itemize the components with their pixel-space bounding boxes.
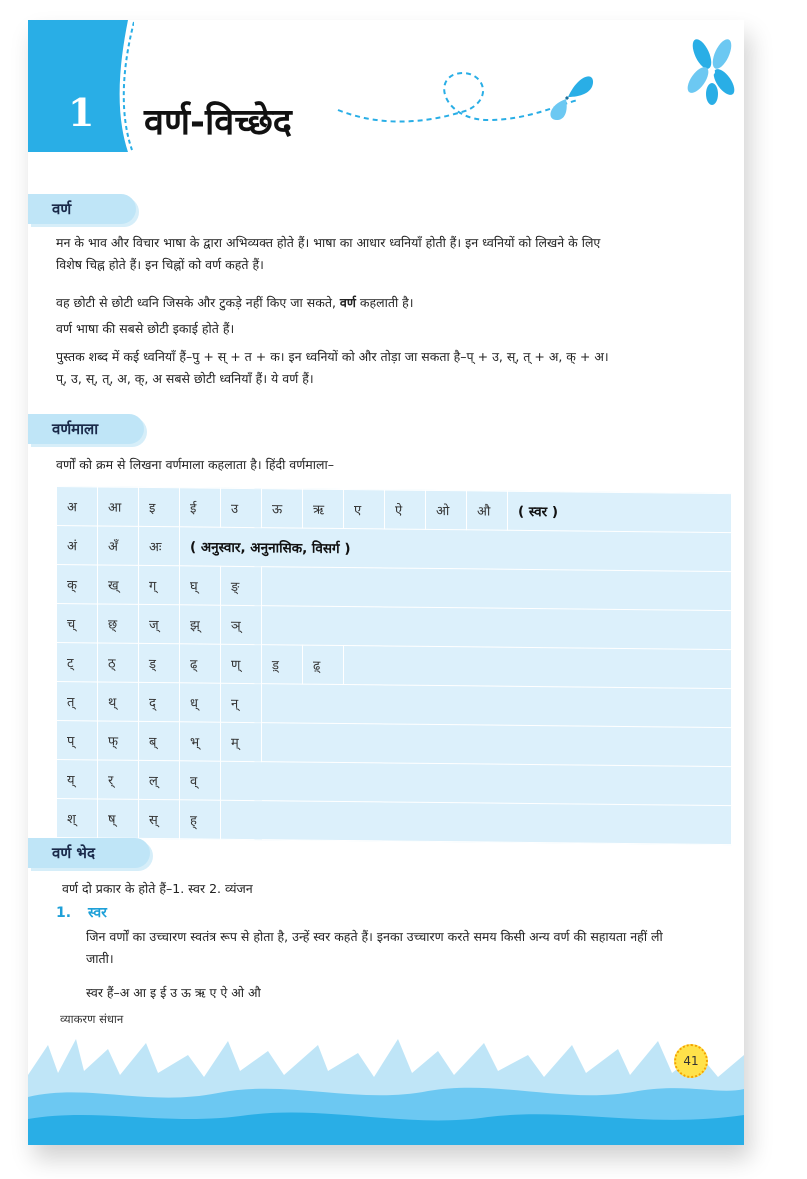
varnmala-cell: ङ् bbox=[221, 566, 262, 605]
text-line: विशेष चिह्न होते हैं। इन चिह्नों को वर्ण कहते हैं। bbox=[56, 257, 264, 272]
varnmala-cell: आ bbox=[98, 487, 139, 526]
varnmala-cell: ख् bbox=[98, 565, 139, 604]
varnmala-cell: क् bbox=[57, 565, 98, 604]
varnmala-row-note bbox=[344, 646, 732, 689]
section-heading-varn bbox=[28, 194, 136, 224]
varnmala-row-note: ( स्वर ) bbox=[508, 491, 732, 532]
text-span: कहलाती है। bbox=[355, 295, 414, 310]
varnmala-cell: ड् bbox=[139, 643, 180, 682]
bold-term: वर्ण bbox=[339, 295, 356, 310]
paragraph-swar-definition bbox=[86, 926, 736, 970]
varnmala-cell: छ् bbox=[98, 604, 139, 643]
varnmala-cell: औ bbox=[467, 491, 508, 530]
varnmala-cell: र् bbox=[98, 760, 139, 799]
paragraph-varn-example bbox=[56, 346, 736, 390]
varnmala-row-note bbox=[221, 761, 732, 805]
page-number-badge: 41 bbox=[674, 1044, 708, 1078]
varnmala-cell: ष् bbox=[98, 799, 139, 838]
butterfly-icon bbox=[538, 65, 598, 125]
varnmala-cell: ग् bbox=[139, 565, 180, 604]
varnmala-cell: य् bbox=[57, 760, 98, 799]
varnmala-cell: ध् bbox=[180, 683, 221, 722]
paragraph-varn-smallest bbox=[56, 292, 736, 314]
chapter-title: वर्ण-विच्छेद bbox=[144, 102, 292, 143]
footer-book-title: व्याकरण संधान bbox=[60, 1012, 124, 1026]
varnmala-cell: प् bbox=[57, 721, 98, 760]
varnmala-cell: ढ् bbox=[180, 644, 221, 683]
section-heading-varnmala bbox=[28, 414, 144, 444]
varnmala-cell: थ् bbox=[98, 682, 139, 721]
varnmala-cell: ई bbox=[180, 488, 221, 527]
varnmala-cell: त् bbox=[57, 682, 98, 721]
varnmala-row-note bbox=[262, 567, 732, 611]
varnmala-cell: ट् bbox=[57, 643, 98, 682]
subheading-title: स्वर bbox=[87, 905, 107, 921]
paragraph-swar-list: स्वर हैं–अ आ इ ई उ ऊ ऋ ए ऐ ओ औ bbox=[86, 985, 261, 1000]
varnmala-cell: ण् bbox=[221, 644, 262, 683]
varnmala-cell: ओ bbox=[426, 490, 467, 529]
varnmala-cell: उ bbox=[221, 488, 262, 527]
varnmala-cell: अँ bbox=[98, 526, 139, 565]
varnmala-cell: ए bbox=[344, 490, 385, 529]
subheading-number: 1. bbox=[56, 905, 72, 921]
paragraph-varn-bhed-intro: वर्ण दो प्रकार के होते हैं–1. स्वर 2. व्यंजन bbox=[62, 881, 253, 896]
varnmala-cell: ञ् bbox=[221, 605, 262, 644]
section-heading-text: वर्णमाला bbox=[52, 420, 99, 438]
varnmala-row bbox=[57, 799, 732, 845]
varnmala-row-note bbox=[262, 684, 732, 728]
varnmala-cell: ठ् bbox=[98, 643, 139, 682]
subheading-swar bbox=[56, 903, 107, 922]
section-heading-text: वर्ण bbox=[52, 200, 72, 218]
varnmala-cell: ऋ bbox=[303, 489, 344, 528]
varnmala-cell: घ् bbox=[180, 566, 221, 605]
text-line: मन के भाव और विचार भाषा के द्वारा अभिव्यक्त होते हैं। भाषा का आधार ध्वनियाँ होती हैं। इन ध्वनियों को लिखने के लिए bbox=[56, 235, 601, 250]
paragraph-varn-definition bbox=[56, 232, 736, 276]
chapter-number: 1 bbox=[68, 90, 95, 135]
text-span: वह छोटी से छोटी ध्वनि जिसके और टुकड़े नहीं किए जा सकते, bbox=[56, 295, 340, 310]
varnmala-row-note bbox=[262, 723, 732, 767]
varnmala-cell: फ् bbox=[98, 721, 139, 760]
varnmala-row-note bbox=[221, 800, 732, 844]
varnmala-cell: ल् bbox=[139, 760, 180, 799]
varnmala-table bbox=[56, 486, 732, 845]
paragraph-varn-unit: वर्ण भाषा की सबसे छोटी इकाई होते हैं। bbox=[56, 321, 235, 336]
varnmala-cell: म् bbox=[221, 722, 262, 761]
varnmala-cell: ब् bbox=[139, 721, 180, 760]
varnmala-cell: न् bbox=[221, 683, 262, 722]
varnmala-cell: स् bbox=[139, 799, 180, 838]
varnmala-cell: द् bbox=[139, 682, 180, 721]
varnmala-cell: श् bbox=[57, 799, 98, 838]
varnmala-cell: झ् bbox=[180, 605, 221, 644]
text-line: जाती। bbox=[86, 951, 114, 966]
varnmala-cell: अ bbox=[57, 487, 98, 526]
flower-icon bbox=[684, 36, 742, 108]
text-line: प्, उ, स्, त्, अ, क्, अ सबसे छोटी ध्वनियाँ हैं। ये वर्ण हैं। bbox=[56, 371, 314, 386]
varnmala-cell: इ bbox=[139, 487, 180, 526]
varnmala-cell: ड़् bbox=[262, 645, 303, 684]
varnmala-row-note bbox=[262, 606, 732, 650]
varnmala-cell: अः bbox=[139, 526, 180, 565]
text-line: जिन वर्णों का उच्चारण स्वतंत्र रूप से होता है, उन्हें स्वर कहते हैं। इनका उच्चारण करते समय किसी अन्य वर्ण की सहायता नहीं ली bbox=[86, 929, 663, 944]
textbook-page bbox=[28, 20, 744, 1145]
varnmala-cell: ढ़् bbox=[303, 645, 344, 684]
wave-decoration bbox=[28, 1035, 744, 1145]
text-line: पुस्तक शब्द में कई ध्वनियाँ हैं–पु + स् + त + क। इन ध्वनियों को और तोड़ा जा सकता है–प् + उ, स्, त् + अ, क् + अ। bbox=[56, 349, 609, 364]
varnmala-cell: ह् bbox=[180, 800, 221, 839]
varnmala-cell: च् bbox=[57, 604, 98, 643]
varnmala-cell: अं bbox=[57, 526, 98, 565]
section-heading-text: वर्ण भेद bbox=[52, 844, 95, 862]
varnmala-cell: ऐ bbox=[385, 490, 426, 529]
varnmala-cell: भ् bbox=[180, 722, 221, 761]
varnmala-cell: ऊ bbox=[262, 489, 303, 528]
paragraph-varnmala-intro: वर्णों को क्रम से लिखना वर्णमाला कहलाता है। हिंदी वर्णमाला– bbox=[56, 457, 334, 472]
varnmala-cell: ज् bbox=[139, 604, 180, 643]
section-heading-varn-bhed bbox=[28, 838, 150, 868]
varnmala-row-note: ( अनुस्वार, अनुनासिक, विसर्ग ) bbox=[180, 527, 732, 572]
varnmala-cell: व् bbox=[180, 761, 221, 800]
